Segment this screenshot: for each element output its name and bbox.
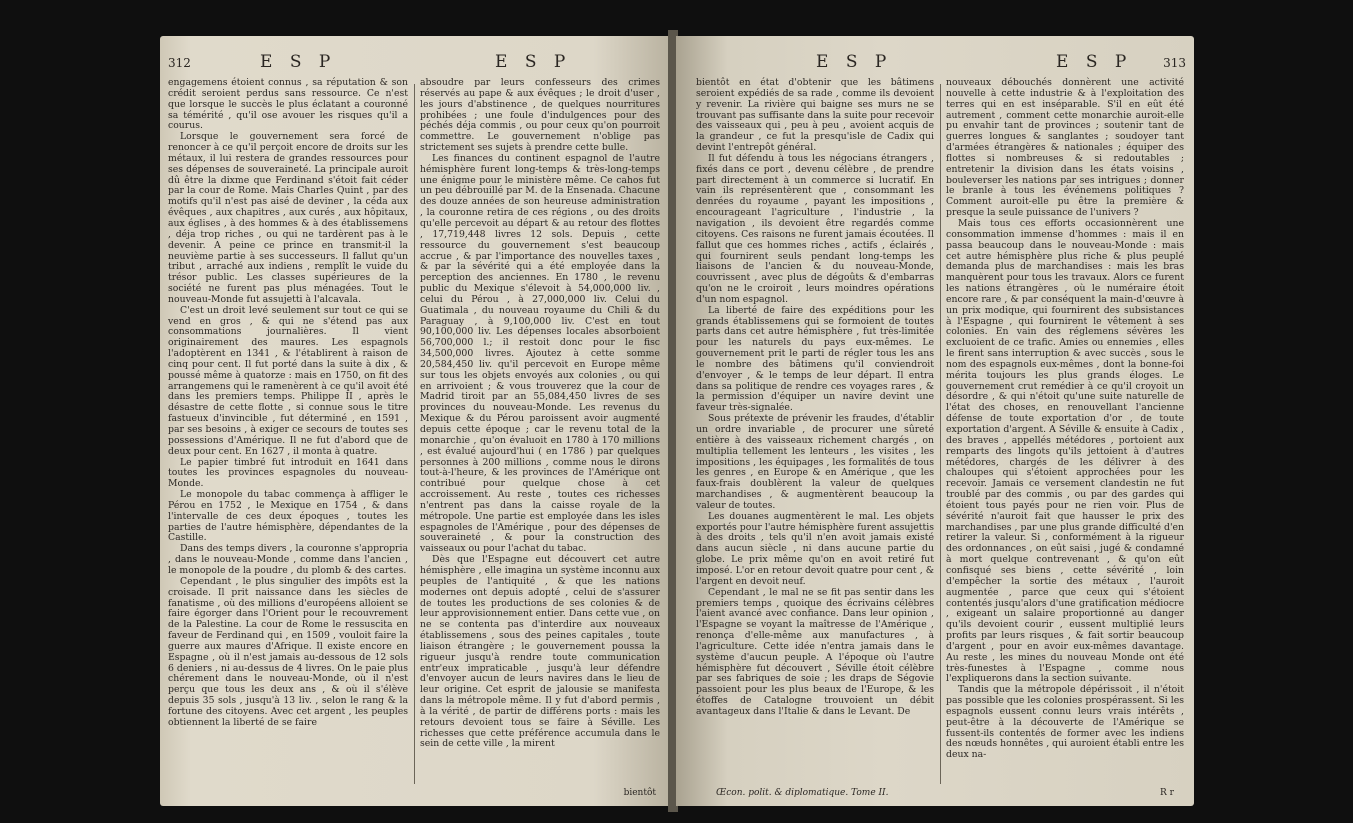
- left-catchword: bientôt: [623, 788, 656, 798]
- right-column-rule: [940, 84, 941, 784]
- right-head-word-1: E S P: [816, 52, 893, 72]
- left-column-2: [420, 78, 660, 750]
- right-signature: R r: [1160, 788, 1174, 798]
- paragraph: Dans des temps divers , la couronne s'appropria , dans le nouveau-Monde , comme dans l'ancien , le monopole de la poudre , du plomb & des cartes.: [168, 543, 408, 576]
- left-running-head: [160, 50, 670, 74]
- paragraph: Le monopole du tabac commença à affliger le Pérou en 1752 , le Mexique en 1754 , & dans l'intervalle de ces deux époques , toutes les parties de l'autre hémisphère, dépendantes de la Castille.: [168, 489, 408, 544]
- right-column-1: [696, 78, 934, 718]
- paragraph: bientôt en état d'obtenir que les bâtimens seroient expédiés de sa rade , comme ils devoient y revenir. La rivière qui baigne ses murs ne se trouvant pas suffisante dans la suite pour recevoir des vaisseaux qui , peu à peu , avoient acquis de la grandeur , ce fut la presqu'isle de Cadix qui devint l'entrepôt général.: [696, 77, 934, 154]
- paragraph: Sous prétexte de prévenir les fraudes, d'établir un ordre invariable , de procurer une sûreté entière à des vaisseaux richement chargés , on multiplia tellement les lenteurs , les visites , les impositions , les équipages , les formalités de tous les genres , en Europe & en Amérique , que les faux-frais doublèrent la valeur de quelques marchandises , & augmentèrent beaucoup la valeur de toutes.: [696, 413, 934, 511]
- right-footer-title: Œcon. polit. & diplomatique. Tome II.: [716, 788, 889, 798]
- left-head-word-2: E S P: [495, 52, 572, 72]
- paragraph: Mais tous ces efforts occasionnèrent une consommation immense d'hommes : mais il en passa beaucoup dans le nouveau-Monde : mais cet autre hémisphère plus riche & plus peuplé demanda plus de marchandises : mais les bras manquèrent pour tous les travaux. Alors ce furent les nations étrangères , où le numéraire étoit encore rare , & par conséquent la main-d'œuvre à un prix modique, qui fournirent des subsistances à l'Espagne , qui fournirent le vêtement à ses colonies. En vain des réglemens sévères les excluoient de ce trafic. Amies ou ennemies , elles le firent sans interruption & avec succès , sous le nom des espagnols eux-mêmes , dont la bonne-foi mérita toujours les plus grands éloges. Le gouvernement crut remédier à ce qu'il croyoit un désordre , & qui n'étoit qu'une suite naturelle de l'état des choses, en renouvellant l'ancienne défense de toute exportation d'or , de toute exportation d'argent. A Séville & ensuite à Cadix , des braves , appellés métédores , portoient aux remparts des lingots qu'ils jettoient à d'autres métédores, chargés de les délivrer à des chaloupes qui s'étoient approchées pour les recevoir. Jamais ce versement clandestin ne fut troublé par des commis , ou par des gardes qui étoient tous payés pour ne rien voir. Plus de sévérité n'auroit fait que hausser le prix des marchandises , par une plus grande difficulté d'en retirer la valeur. Si , conformément à la rigueur des ordonnances , on eût saisi , jugé & condamné à mort quelque contrevenant , & qu'on eût confisqué ses biens , cette sévérité , loin d'empêcher la sortie des métaux , l'auroit augmentée , parce que ceux qui s'étoient contentés jusqu'alors d'une gratification médiocre , exigeant un salaire proportionné au danger qu'ils devoient courir , eussent multiplié leurs profits par leurs risques , & fait sortir beaucoup d'argent , pour en avoir eux-mêmes davantage. Au reste , les mines du nouveau Monde ont été très-funestes à l'Espagne , comme nous l'expliquerons dans la section suivante.: [946, 217, 1184, 685]
- right-running-head: [676, 50, 1194, 74]
- paragraph: Il fut défendu à tous les négocians étrangers , fixés dans ce port , devenu célèbre , de prendre part directement à un commerce si lucratif. En vain ils représentèrent que , consommant les denrées du royaume , payant les impositions , encourageant l'agriculture , l'industrie , la navigation , ils devoient être regardés comme citoyens. Ces raisons ne furent jamais écoutées. Il fallut que ces hommes riches , actifs , éclairés , qui fournirent seuls pendant long-temps les liaisons de l'ancien & du nouveau-Monde, couvrissent , avec plus de dégoûts & d'embarras qu'on ne le croiroit , leurs moindres opérations d'un nom espagnol.: [696, 152, 934, 305]
- paragraph: Lorsque le gouvernement sera forcé de renoncer à ce qu'il perçoit encore de droits sur les métaux, il lui restera de grandes ressources pour ses dépenses de souveraineté. La principale auroit dû être la dixme que Ferdinand s'étoit fait céder par la cour de Rome. Mais Charles Quint , par des motifs qu'il n'est pas aisé de deviner , la céda aux évêques , aux chapitres , aux curés , aux hôpitaux, aux églises , à des hommes & à des établissemens , déja trop riches , ou qui ne tardèrent pas à le devenir. A peine ce prince en transmit-il la neuvième partie à ses successeurs. Il fallut qu'un tribut , arraché aux indiens , remplît le vuide du trésor public. Les classes supérieures de la société ne furent pas plus ménagées. Tout le nouveau-Monde fut assujetti à l'alcavala.: [168, 131, 408, 305]
- paragraph: Cependant , le mal ne se fit pas sentir dans les premiers temps , quoique des écrivains célèbres l'aient avancé avec confiance. Dans leur opinion , l'Espagne se voyant la maîtresse de l'Amérique , renonça d'elle-même aux manufactures , à l'agriculture. Cette idée n'entra jamais dans le système d'aucun peuple. A l'époque où l'autre hémisphère fut découvert , Séville étoit célèbre par ses fabriques de soie ; les draps de Ségovie passoient pour les plus beaux de l'Europe, & les étoffes de Catalogne trouvoient un débit avantageux dans l'Italie & dans le Levant. De: [696, 586, 934, 717]
- paragraph: engagemens étoient connus , sa réputation & son crédit seroient perdus sans ressource. Ce n'est que lorsque le succès le plus éclatant a couronné sa témérité , qu'il ose avouer les risques qu'il a courus.: [168, 77, 408, 132]
- paragraph: Tandis que la métropole dépérissoit , il n'étoit pas possible que les colonies prospérassent. Si les espagnols eussent connu leurs vrais intérêts , peut-être à la découverte de l'Amérique se fussent-ils contentés de former avec les indiens des nœuds honnêtes , qui auroient établi entre les deux na-: [946, 684, 1184, 761]
- paragraph: Les douanes augmentèrent le mal. Les objets exportés pour l'autre hémisphère furent assujettis à des droits , tels qu'il n'en avoit jamais existé dans aucun siècle , ni dans aucune partie du globe. Le prix même qu'on en avoit retiré fut imposé. L'or en retour devoit quatre pour cent , & l'argent en devoit neuf.: [696, 510, 934, 587]
- right-page: [676, 36, 1194, 806]
- paragraph: Cependant , le plus singulier des impôts est la croisade. Il prit naissance dans les siècles de fanatisme , où des millions d'européens alloient se faire égorger dans l'Orient pour le recouvrement de la Palestine. La cour de Rome le ressuscita en faveur de Ferdinand qui , en 1509 , vouloit faire la guerre aux maures d'Afrique. Il existe encore en Espagne , où il n'est jamais au-dessous de 12 sols 6 deniers , ni au-dessus de 4 livres. On le paie plus chérement dans le nouveau-Monde, où il n'est perçu que tous les deux ans , & où il s'élève depuis 35 sols , jusqu'à 13 liv. , selon le rang & la fortune des citoyens. Avec cet argent , les peuples obtiennent la liberté de se faire: [168, 575, 408, 728]
- paragraph: Le papier timbré fut introduit en 1641 dans toutes les provinces espagnoles du nouveau-Monde.: [168, 456, 408, 490]
- paragraph: La liberté de faire des expéditions pour les grands établissemens qui se formoient de toutes parts dans cet autre hémisphère , fut très-limitée pour les naturels du pays eux-mêmes. Le gouvernement prit le parti de régler tous les ans le nombre des bâtimens qu'il conviendroit d'envoyer , & le temps de leur départ. Il entra dans sa politique de rendre ces voyages rares , & la permission d'équiper un navire devint une faveur très-signalée.: [696, 304, 934, 414]
- left-page-number: 312: [168, 56, 191, 70]
- right-column-2: [946, 78, 1184, 761]
- paragraph: absoudre par leurs confesseurs des crimes réservés au pape & aux évêques ; le droit d'user , les jours d'abstinence , de quelques nourritures prohibées ; une foule d'indulgences pour des péchés déja commis , ou pour ceux qu'on pourroit commettre. Le gouvernement n'oblige pas strictement ses sujets à prendre cette bulle.: [420, 77, 660, 154]
- left-column-1: [168, 78, 408, 729]
- right-page-number: 313: [1163, 56, 1186, 70]
- left-head-word-1: E S P: [260, 52, 337, 72]
- right-head-word-2: E S P: [1056, 52, 1133, 72]
- left-page: [160, 36, 670, 806]
- left-column-rule: [414, 84, 415, 784]
- paragraph: Les finances du continent espagnol de l'autre hémisphère furent long-temps & très-long-temps une énigme pour le ministère même. Ce cahos fut un peu débrouillé par M. de la Ensenada. Chacune des douze années de son heureuse administration , la couronne retira de ces régions , ou des droits qu'elle percevoit au départ & au retour des flottes , 17,719,448 livres 12 sols. Depuis , cette ressource du gouvernement s'est beaucoup accrue , & par l'importance des nouvelles taxes , & par la sévérité qui a été employée dans la perception des anciennes. En 1780 , le revenu public du Mexique s'élevoit à 54,000,000 liv. , celui du Pérou , à 27,000,000 liv. Celui du Guatimala , du nouveau royaume du Chili & du Paraguay , à 9,100,000 liv. C'est en tout 90,100,000 liv. Les dépenses locales absorboient 56,700,000 l.; il restoit donc pour le fisc 34,500,000 livres. Ajoutez à cette somme 20,584,450 liv. qu'il percevoit en Europe même sur tous les objets envoyés aux colonies , ou qui en arrivoient ; & vous trouverez que la cour de Madrid tiroit par an 55,084,450 livres de ses provinces du nouveau-Monde. Les revenus du Mexique & du Pérou paroissent avoir augmenté depuis cette époque ; car le revenu total de la monarchie , qu'on évaluoit en 1780 à 170 millions , est évalué aujourd'hui ( en 1786 ) par quelques personnes à 200 millions , comme nous le dirons tout-à-l'heure, & les provinces de l'Amérique ont contribué pour quelque chose à cet accroissement. Au reste , toutes ces richesses n'entrent pas dans la caisse royale de la métropole. Une partie est employée dans les isles espagnoles de l'Amérique , pour des dépenses de souveraineté , & pour la construction des vaisseaux ou pour l'achat du tabac.: [420, 152, 660, 555]
- paragraph: Dès que l'Espagne eut découvert cet autre hémisphère , elle imagina un système inconnu aux peuples de l'antiquité , & que les nations modernes ont depuis adopté , celui de s'assurer de toutes les productions de ses colonies & de leur approvisionnement entier. Dans cette vue , on ne se contenta pas d'interdire aux nouveaux établissemens , sous des peines capitales , toute liaison étrangère ; le gouvernement poussa la rigueur jusqu'à rendre toute communication entr'eux impraticable , jusqu'à leur défendre d'envoyer aucun de leurs navires dans le lieu de leur origine. Cet esprit de jalousie se manifesta dans la métropole même. Il y fut d'abord permis , à la vérité , de partir de différens ports : mais les retours devoient tous se faire à Séville. Les richesses que cette préférence accumula dans le sein de cette ville , la mirent: [420, 554, 660, 750]
- paragraph: C'est un droit levé seulement sur tout ce qui se vend en gros , & qui ne s'étend pas aux consommations journalières. Il vient originairement des maures. Les espagnols l'adoptèrent en 1341 , & l'établirent à raison de cinq pour cent. Il fut porté dans la suite à dix , & poussé même à quatorze : mais en 1750, on fit des arrangemens qui le ramenèrent à ce qu'il avoit été dans les premiers temps. Philippe II , après le désastre de cette flotte , si connue sous le titre fastueux d'invincible , fut déterminé , en 1591 , par ses besoins , à exiger ce secours de toutes ses possessions d'Amérique. Il ne fut d'abord que de deux pour cent. En 1627 , il monta à quatre.: [168, 304, 408, 457]
- paragraph: nouveaux débouchés donnèrent une activité nouvelle à cette industrie & à l'exploitation des terres qui en est inséparable. S'il en eût été autrement , comment cette monarchie auroit-elle pu envahir tant de provinces ; soutenir tant de guerres longues & sanglantes ; soudoyer tant d'armées étrangères & nationales ; équiper des flottes si nombreuses & si redoutables ; entretenir la division dans les états voisins , bouleverser les nations par ses intrigues ; donner le branle à tous les événemens politiques ? Comment auroit-elle pu être la première & presque la seule puissance de l'univers ?: [946, 77, 1184, 219]
